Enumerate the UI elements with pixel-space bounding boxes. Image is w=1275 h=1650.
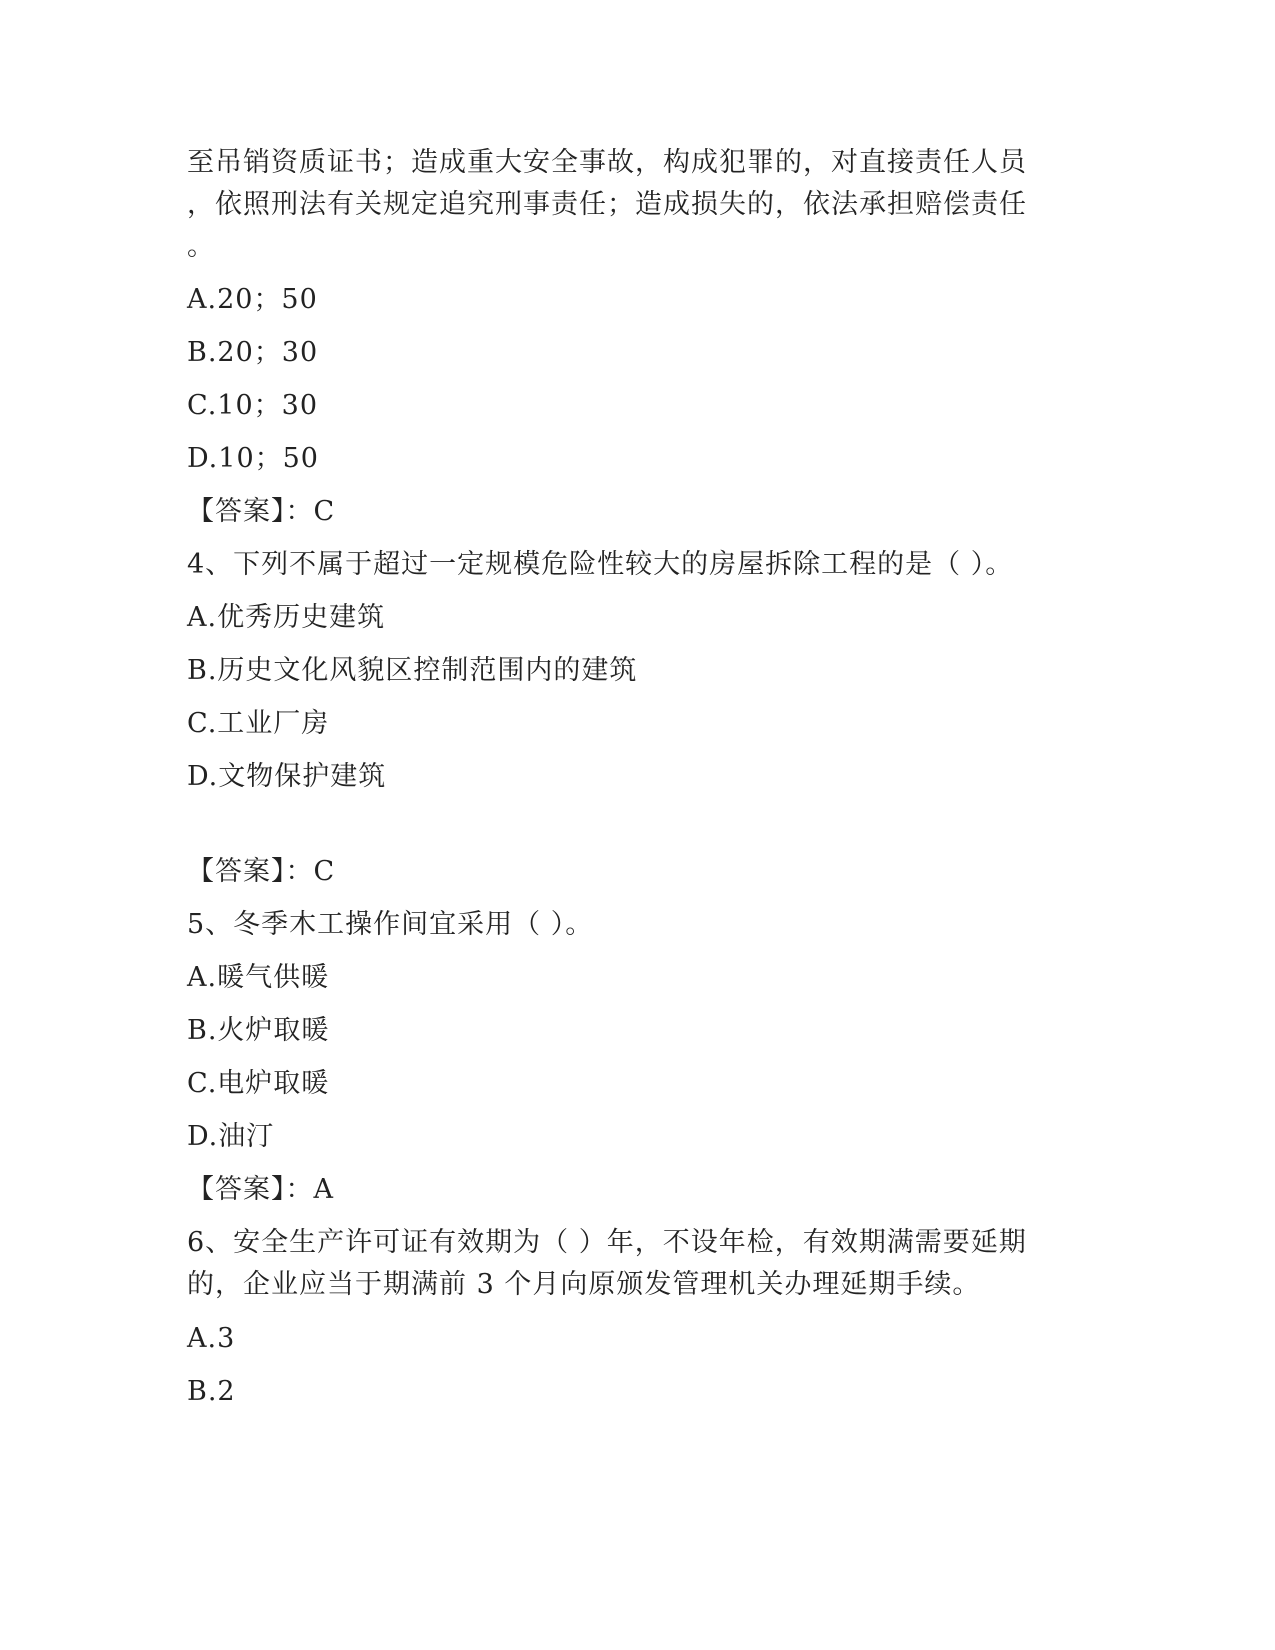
question-5-answer: 【答案】：A (187, 1174, 334, 1205)
question-3-option-d: D.10；50 (187, 443, 319, 474)
question-5-option-d: D.油汀 (187, 1121, 275, 1152)
question-5-option-c: C.电炉取暖 (187, 1068, 330, 1099)
question-4-option-c: C.工业厂房 (187, 708, 330, 739)
question-5-stem: 5、冬季木工操作间宜采用（ ）。 (187, 909, 594, 940)
question-4-option-a: A.优秀历史建筑 (187, 602, 386, 633)
question-3-option-a: A.20；50 (187, 284, 318, 315)
question-3-option-b: B.20；30 (187, 337, 319, 368)
question-3-text-line-2: ，依照刑法有关规定追究刑事责任；造成损失的，依法承担赔偿责任 (187, 189, 1027, 220)
question-3-option-c: C.10；30 (187, 390, 318, 421)
question-6-stem-line-2: 的，企业应当于期满前 3 个月向原颁发管理机关办理延期手续。 (187, 1269, 981, 1300)
question-3-answer: 【答案】：C (187, 496, 336, 527)
question-6-option-a: A.3 (187, 1323, 236, 1354)
question-3-text-line-1: 至吊销资质证书；造成重大安全事故，构成犯罪的，对直接责任人员 (187, 147, 1027, 178)
question-4-option-b: B.历史文化风貌区控制范围内的建筑 (187, 655, 638, 686)
question-5-option-a: A.暖气供暖 (187, 962, 330, 993)
question-3-text-line-3: 。 (187, 231, 215, 262)
question-4-option-d: D.文物保护建筑 (187, 761, 387, 792)
question-4-stem: 4、下列不属于超过一定规模危险性较大的房屋拆除工程的是（ ）。 (187, 549, 1014, 580)
question-6-stem-line-1: 6、安全生产许可证有效期为（ ）年，不设年检，有效期满需要延期 (187, 1227, 1027, 1258)
question-6-option-b: B.2 (187, 1376, 236, 1407)
question-5-option-b: B.火炉取暖 (187, 1015, 330, 1046)
question-4-answer: 【答案】：C (187, 856, 336, 887)
